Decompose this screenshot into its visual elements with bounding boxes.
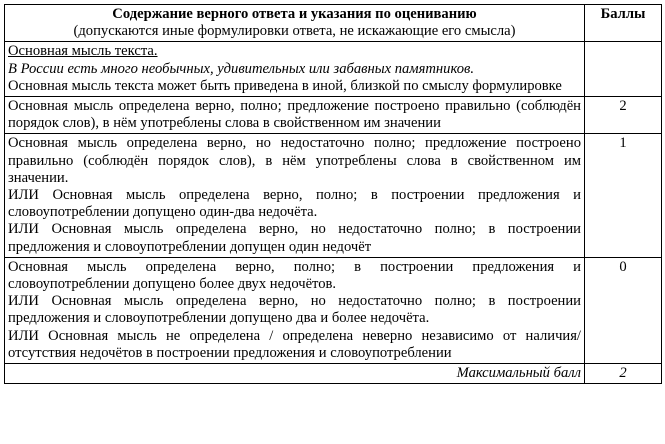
criterion-line: ИЛИ Основная мысль определена верно, но недостаточно полно; в построении предложения и словоупотреблении допущен один недочёт	[8, 221, 581, 255]
criterion-line: Основная мысль определена верно, полно; предложение построено правильно (соблюдён порядок слов), в нём употреблены слова в свойственном им значении	[8, 98, 581, 132]
criterion-points: 1	[585, 134, 662, 257]
content-header-cell	[5, 5, 585, 42]
criterion-row	[5, 257, 662, 363]
criterion-text-cell	[5, 257, 585, 363]
max-score-value: 2	[585, 364, 662, 384]
criterion-line: ИЛИ Основная мысль определена верно, но недостаточно полно; в построении предложения и словоупотреблении допущено два и более недочёта.	[8, 293, 581, 327]
content-header-title: Содержание верного ответа и указания по оцениванию	[112, 6, 477, 22]
criterion-line: ИЛИ Основная мысль определена верно, полно; в построении предложения и словоупотреблении допущено один-два недочёта.	[8, 187, 581, 221]
criterion-points: 2	[585, 97, 662, 134]
answer-example: В России есть много необычных, удивительных или забавных памятников.	[8, 60, 475, 77]
criterion-line: ИЛИ Основная мысль не определена / определена неверно независимо от наличия/ отсутствия недочётов в построении предложения и словоупотреблении	[8, 327, 581, 361]
points-header-title: Баллы	[600, 6, 646, 22]
header-row	[5, 5, 662, 42]
criterion-text-cell	[5, 97, 585, 134]
content-header-subtitle: (допускаются иные формулировки ответа, не искажающие его смысла)	[73, 23, 516, 40]
points-header-cell	[585, 5, 662, 42]
total-row	[5, 364, 662, 384]
answer-points-cell	[585, 42, 662, 97]
criterion-text-cell	[5, 134, 585, 257]
answer-row	[5, 42, 662, 97]
criterion-row	[5, 97, 662, 134]
criterion-line: Основная мысль определена верно, полно; в построении предложения и словоупотреблении допущено более двух недочётов.	[8, 258, 581, 293]
answer-cell	[5, 42, 585, 97]
criterion-line: Основная мысль определена верно, но недостаточно полно; предложение построено правильно (соблюдён порядок слов), в нём употреблены слова в свойственном им значении.	[8, 135, 581, 186]
answer-note: Основная мысль текста может быть приведена в иной, близкой по смыслу формулировке	[8, 77, 562, 94]
criterion-points: 0	[585, 257, 662, 363]
answer-label: Основная мысль текста.	[8, 43, 158, 60]
criterion-row	[5, 134, 662, 257]
max-score-label: Максимальный балл	[5, 364, 585, 384]
grading-table	[4, 4, 662, 384]
